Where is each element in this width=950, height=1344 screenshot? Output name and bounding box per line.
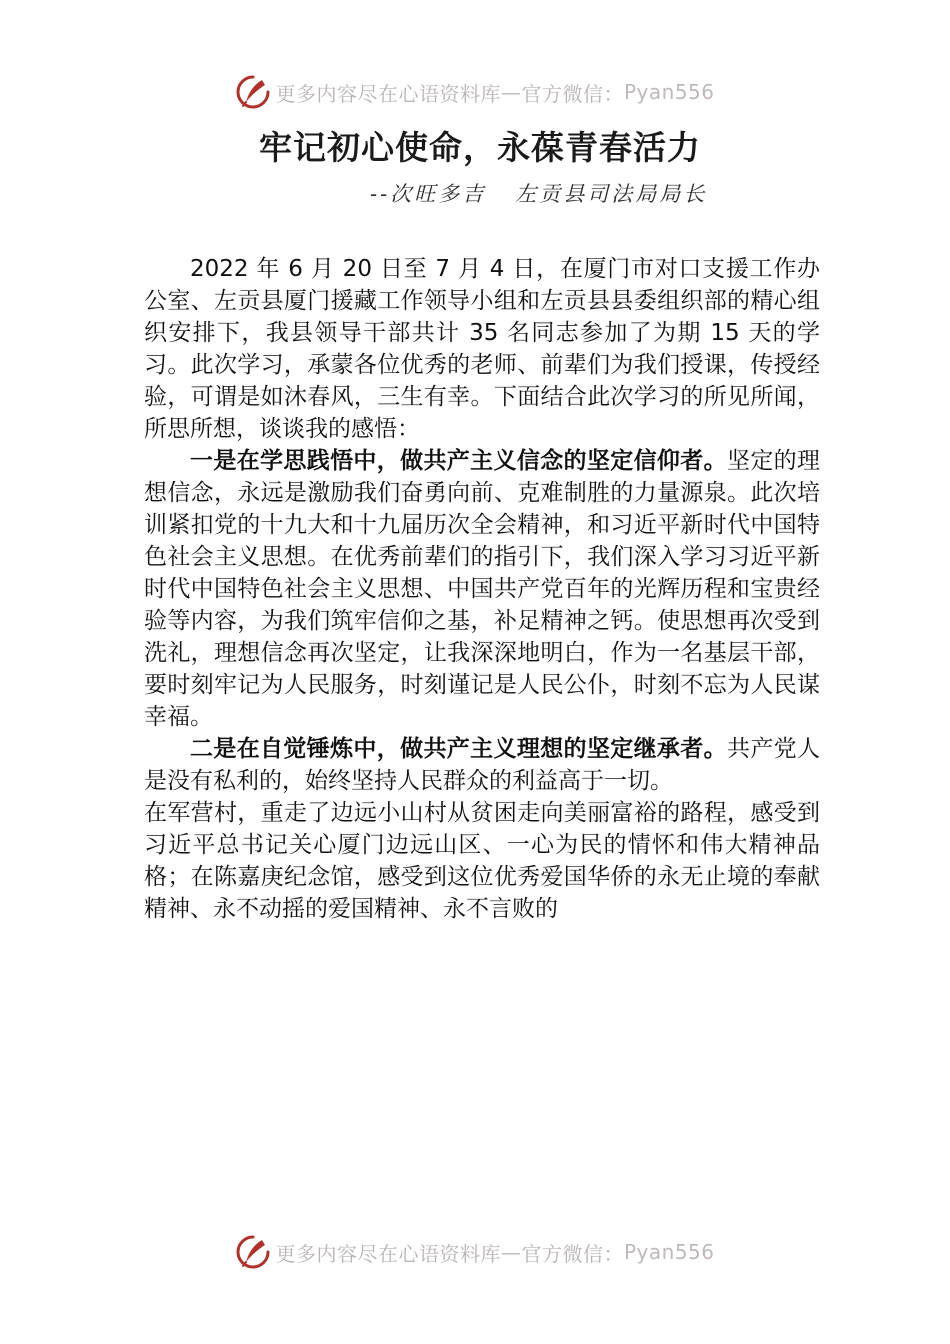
watermark-wechat-label: 官方微信：: [521, 81, 624, 106]
paragraph-text: 2022 年 6 月 20 日至 7 月 4 日，在厦门市对口支援工作办公室、左贡县厦门援藏工作领导小组和左贡县县委组织部的精心组织安排下，我县领导干部共计 35 名同志参加了为期 15 天的学习。此次学习，承蒙各位优秀的老师、前辈们为我们授课，传授经验，可谓是如沐春风，三生有幸。下面结合此次学习的所见所闻，所思所想，谈谈我的感悟：: [144, 256, 820, 442]
body-paragraph: [144, 253, 820, 445]
body-paragraph: [144, 797, 820, 925]
document-byline: --次旺多吉 左贡县司法局局长: [370, 182, 708, 206]
body-paragraph: [144, 733, 820, 797]
feather-circle-logo-icon: [235, 74, 271, 110]
paragraph-text: 在军营村，重走了边远小山村从贫困走向美丽富裕的路程，感受到习近平总书记关心厦门边远山区、一心为民的情怀和伟大精神品格；在陈嘉庚纪念馆，感受到这位优秀爱国华侨的永无止境的奉献精神、永不动摇的爱国精神、永不言败的: [144, 800, 820, 922]
document-title: 牢记初心使命，永葆青春活力: [259, 128, 701, 167]
document-body: [144, 253, 820, 925]
paragraph-text: 坚定的理想信念，永远是激励我们奋勇向前、克难制胜的力量源泉。此次培训紧扣党的十九大和十九届历次全会精神，和习近平新时代中国特色社会主义思想。在优秀前辈们的指引下，我们深入学习习近平新时代中国特色社会主义思想、中国共产党百年的光辉历程和宝贵经验等内容，为我们筑牢信仰之基，补足精神之钙。使思想再次受到洗礼，理想信念再次坚定，让我深深地明白，作为一名基层干部，要时刻牢记为人民服务，时刻谨记是人民公仆，时刻不忘为人民谋幸福。: [144, 448, 821, 730]
feather-circle-logo-icon: [235, 1234, 271, 1270]
watermark-banner-top: [0, 72, 950, 112]
paragraph-text: 共产党人是没有私利的，始终坚持人民群众的利益高于一切。: [144, 736, 821, 794]
watermark-dash: —: [500, 80, 522, 104]
watermark-dash: —: [500, 1240, 522, 1264]
watermark-text: 更多内容尽在心语资料库: [275, 81, 501, 106]
body-paragraph: [144, 445, 820, 733]
watermark-wechat-id: Pyan556: [623, 80, 715, 104]
paragraph-lead: 一是在学思践悟中，做共产主义信念的坚定信仰者。: [190, 448, 727, 474]
watermark-text: 更多内容尽在心语资料库: [275, 1241, 501, 1266]
watermark-banner-bottom: [0, 1232, 950, 1272]
paragraph-lead: 二是在自觉锤炼中，做共产主义理想的坚定继承者。: [190, 736, 727, 762]
watermark-wechat-id: Pyan556: [623, 1240, 715, 1264]
watermark-wechat-label: 官方微信：: [521, 1241, 624, 1266]
